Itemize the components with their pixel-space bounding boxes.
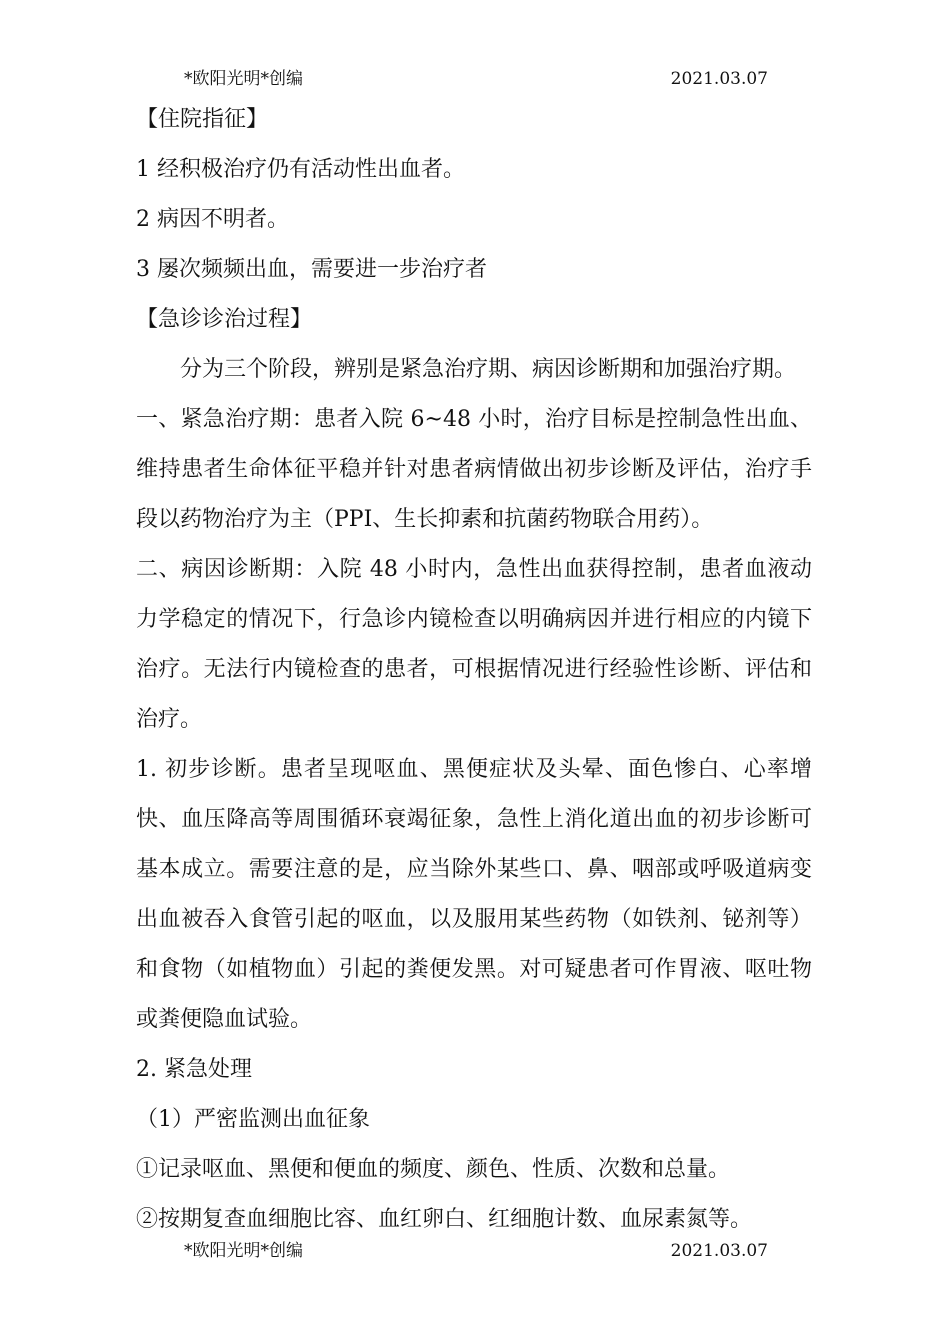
monitoring-item-1: ①记录呕血、黑便和便血的频度、颜色、性质、次数和总量。 (136, 1157, 731, 1182)
footer-date: 2021.03.07 (670, 1241, 768, 1261)
section-heading-process: 【急诊诊治过程】 (136, 307, 313, 332)
monitoring-item-2: ②按期复查血细胞比容、血红卵白、红细胞计数、血尿素氮等。 (136, 1207, 753, 1232)
header-author: *欧阳光明*创编 (184, 69, 303, 89)
stage-etiology-diagnosis: 二、病因诊断期：入院 48 小时内，急性出血获得控制，患者血液动力学稳定的情况下，行急诊内镜检查以明确病因并进行相应的内镜下治疗。无法行内镜检查的患者，可根据情况进行经验性诊断、评估和治疗。 (136, 557, 812, 732)
running-footer (184, 1240, 768, 1262)
header-date: 2021.03.07 (670, 69, 768, 89)
admission-criterion-3: 3 屡次频频出血，需要进一步治疗者 (136, 257, 487, 282)
running-header (184, 68, 768, 90)
footer-author: *欧阳光明*创编 (184, 1241, 303, 1261)
emergency-handling-heading: 2. 紧急处理 (136, 1057, 252, 1082)
stage-emergency-treatment: 一、紧急治疗期：患者入院 6~48 小时，治疗目标是控制急性出血、维持患者生命体征平稳并针对患者病情做出初步诊断及评估，治疗手段以药物治疗为主（PPI、生长抑素和抗菌药物联合用药）。 (136, 407, 812, 532)
section-heading-admission: 【住院指征】 (136, 107, 269, 132)
admission-criterion-2: 2 病因不明者。 (136, 207, 289, 232)
monitoring-subheading: （1）严密监测出血征象 (136, 1107, 370, 1132)
process-intro: 分为三个阶段，辨别是紧急治疗期、病因诊断期和加强治疗期。 (180, 357, 797, 382)
admission-criterion-1: 1 经积极治疗仍有活动性出血者。 (136, 157, 465, 182)
initial-diagnosis: 1. 初步诊断。患者呈现呕血、黑便症状及头晕、面色惨白、心率增快、血压降高等周围循环衰竭征象，急性上消化道出血的初步诊断可基本成立。需要注意的是，应当除外某些口、鼻、咽部或呼吸道病变出血被吞入食管引起的呕血，以及服用某些药物（如铁剂、铋剂等）和食物（如植物血）引起的粪便发黑。对可疑患者可作胃液、呕吐物或粪便隐血试验。 (136, 757, 812, 1032)
document-body (136, 95, 812, 1245)
